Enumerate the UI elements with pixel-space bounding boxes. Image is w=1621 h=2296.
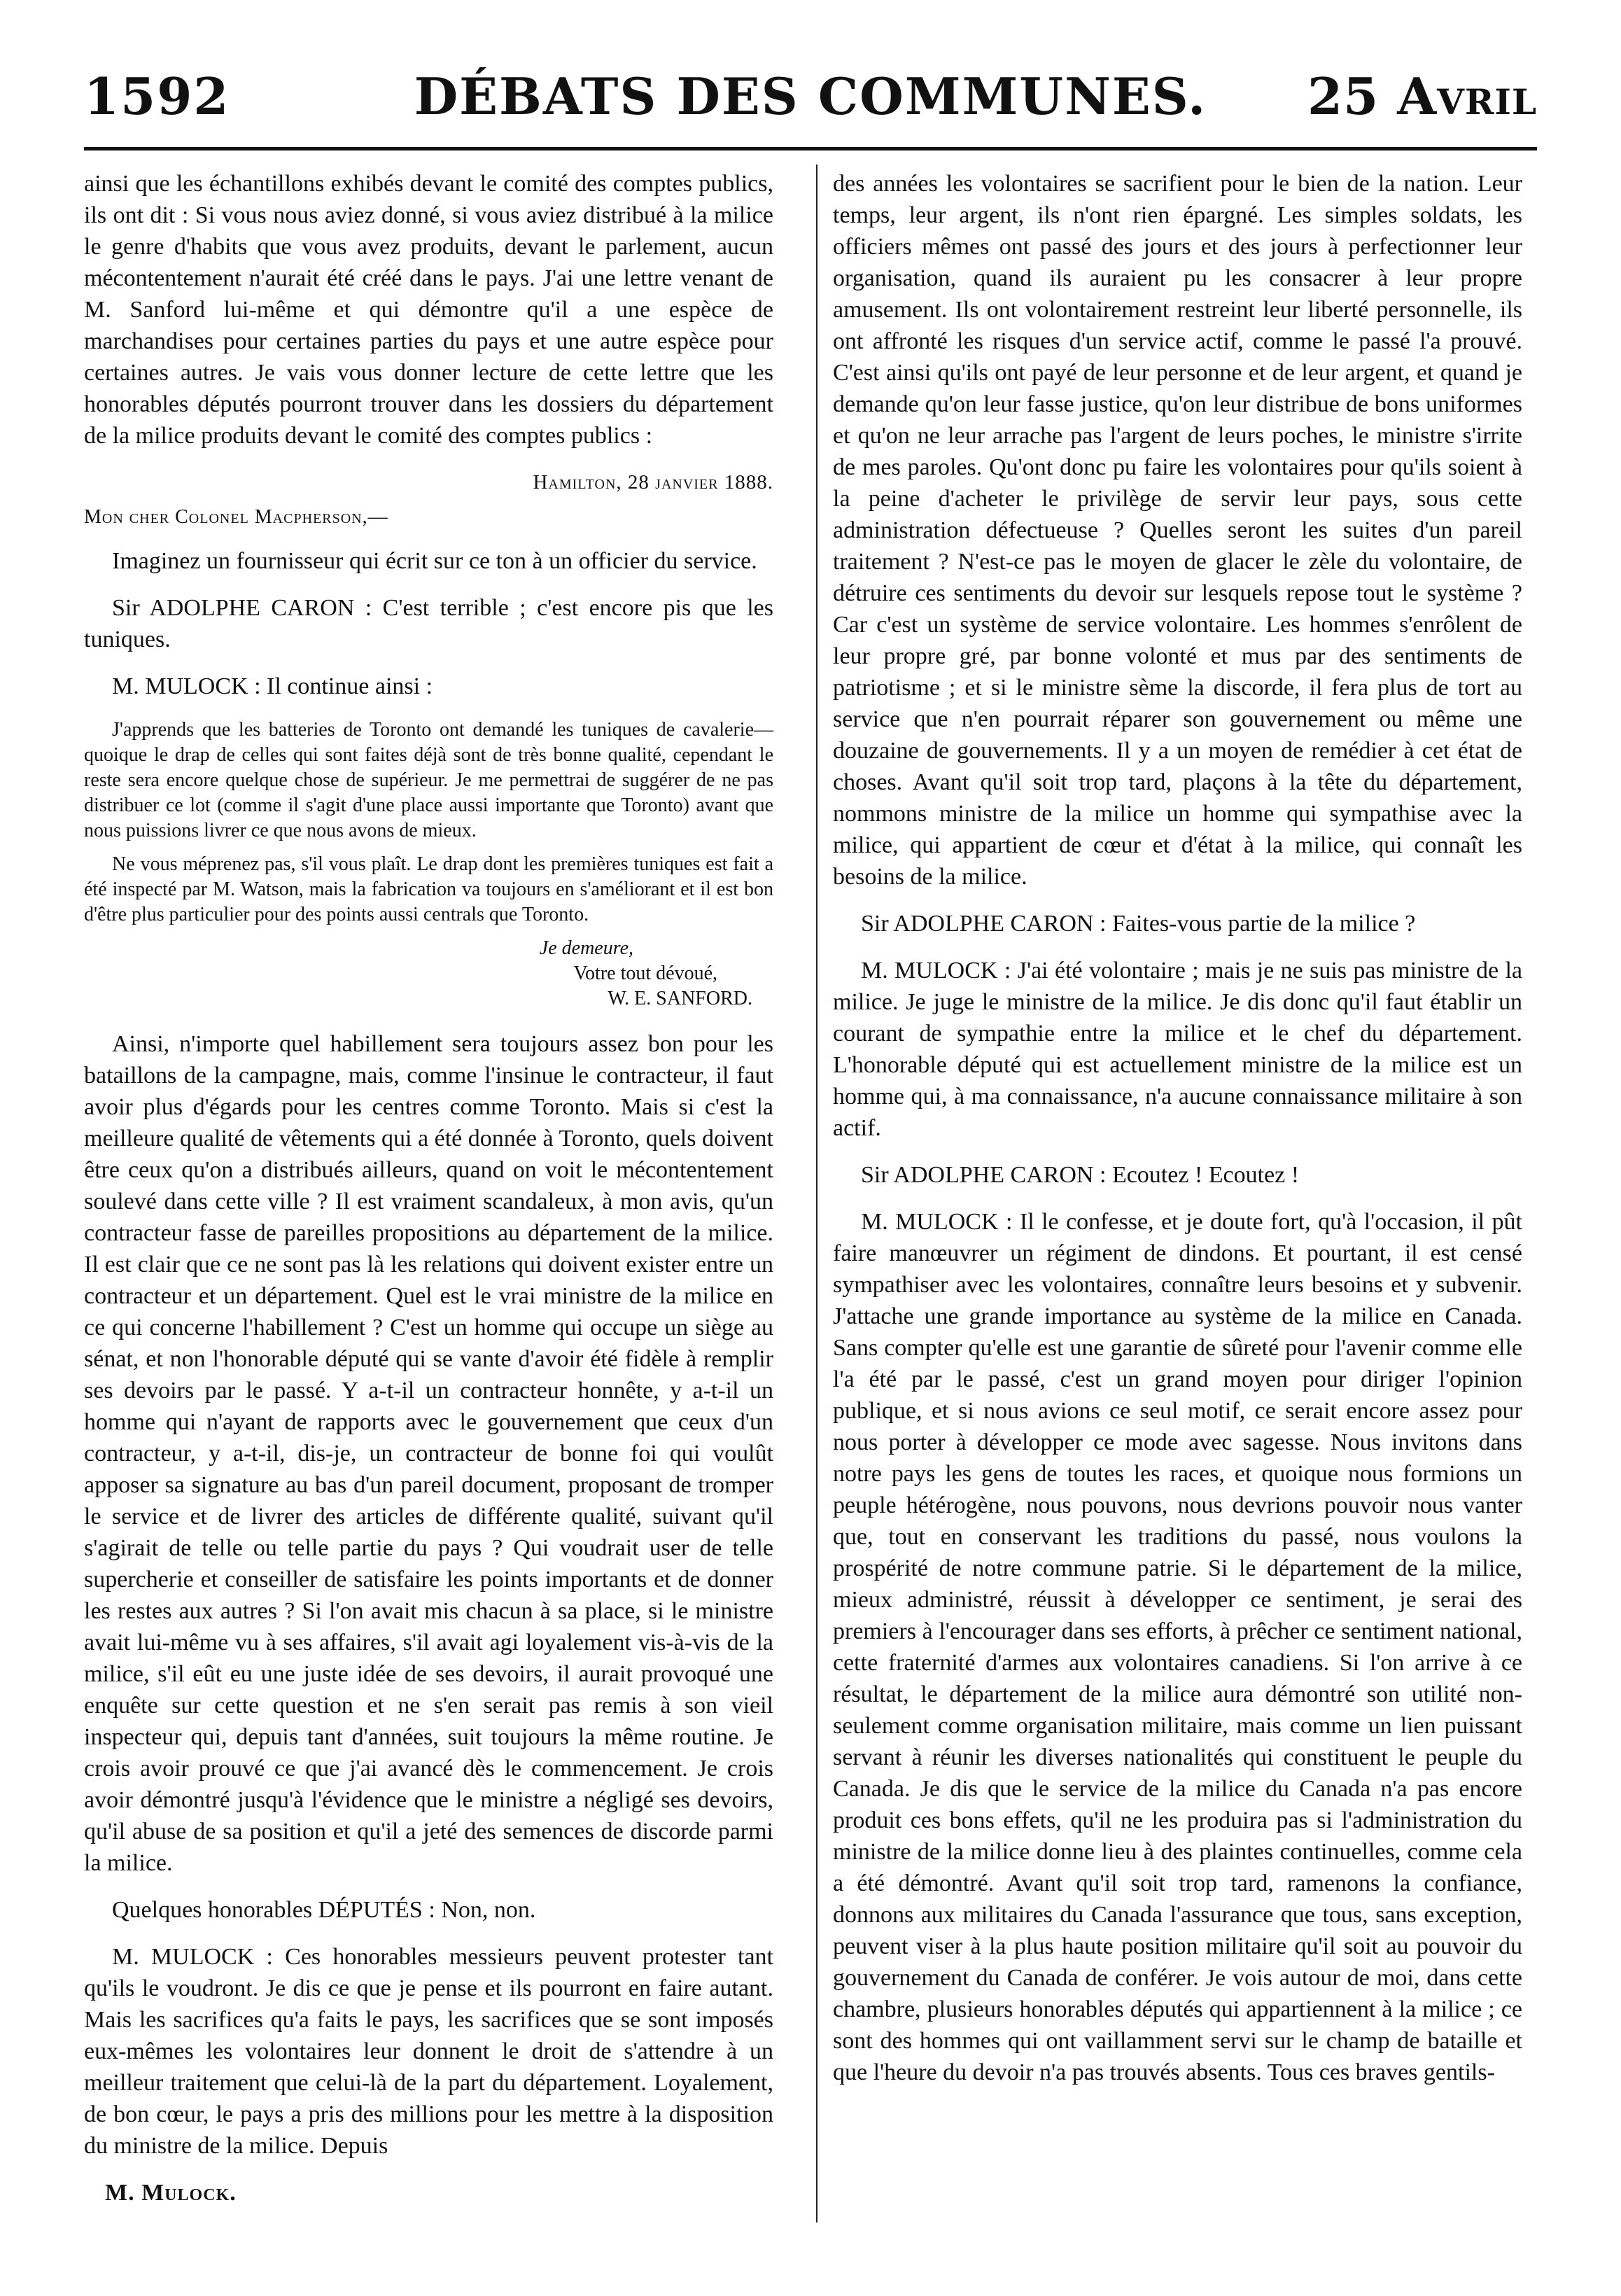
letter-salutation: Mon cher Colonel Macpherson,— — [84, 506, 388, 528]
speech — [84, 671, 773, 702]
speech-text: Ecoutez ! Ecoutez ! — [1111, 1162, 1300, 1188]
letter-signature — [84, 936, 773, 1011]
page-number: 1592 — [84, 66, 230, 126]
speech — [84, 1941, 773, 2162]
signature-closing: Votre tout dévoué, — [573, 962, 717, 984]
speech-text: Ces honorables messieurs peuvent protester tant qu'ils le voudront. Je dis ce que je pense et ils pourront en faire autant. Mais les sacrifices qu'a faits le pays, les sacrifices que se sont imposés eux-mêmes les volontaires leur donnent le droit de s'attendre à un meilleur traitement que celui-là de la part du département. Loyalement, de bon cœur, le pays a pris des millions pour les mettre à la disposition du ministre de la milice. Depuis — [84, 1944, 773, 2159]
speech-text: J'ai été volontaire ; mais je ne suis pas ministre de la milice. Je juge le ministre de la milice. Je dis donc qu'il faut établir un courant de sympathie entre la milice et le chef du département. L'honorable député qui est actuellement ministre de la milice est un homme qui, à ma connaissance, n'a aucune connaissance militaire à son actif. — [833, 958, 1522, 1141]
letter-paragraph: Ne vous méprenez pas, s'il vous plaît. Le drap dont les premières tuniques est fait a été inspecté par M. Watson, mais la fabrication va toujours en s'améliorant et il est bon d'être plus particulier pour des points aussi centrals que Toronto. — [84, 853, 773, 925]
header-rule — [84, 147, 1537, 150]
signature-closing: Je demeure, — [539, 937, 633, 959]
paragraph: ainsi que les échantillons exhibés devant le comité des comptes publics, ils ont dit : Si vous nous aviez donné, si vous aviez distribué à la milice le genre d'habits que vous avez produits, devant le parlement, aucun mécontentement n'aurait été créé dans le pays. J'ai une lettre venant de M. Sanford lui-même et qui démontre qu'il a une espèce de marchandises pour certaines parties du pays et une autre espèce pour certaines autres. Je vais vous donner lecture de cette lettre que les honorables députés pourront trouver dans les dossiers du département de la milice produits devant le comité des comptes publics : — [84, 171, 773, 449]
speaker-name: M. MULOCK : — [861, 1209, 1013, 1235]
speaker-name: M. MULOCK : — [112, 673, 261, 699]
page-date: 25 Avril — [1307, 66, 1537, 126]
page-title: DÉBATS DES COMMUNES. — [414, 66, 1207, 126]
speech-text: Faites-vous partie de la milice ? — [1111, 911, 1416, 937]
speech — [833, 1206, 1522, 2088]
paragraph: des années les volontaires se sacrifient pour le bien de la nation. Leur temps, leur argent, ils n'ont rien épargné. Les simples soldats, les officiers mêmes ont passé des jours et des jours à perfectionner leur organisation, quand ils auraient pu les consacrer à leur propre amusement. Ils ont volontairement restreint leur liberté personnelle, ils ont affronté les risques d'un service actif, comme le passé l'a prouvé. C'est ainsi qu'ils ont payé de leur personne et de leur argent, et quand je demande qu'on leur fasse justice, qu'on leur distribue de bons uniformes et qu'on ne leur arrache pas l'argent de leurs poches, le ministre s'irrite de mes paroles. Qu'ont donc pu faire les volontaires pour qu'ils soient à la peine d'acheter le privilège de servir leur pays, sous cette administration défectueuse ? Quelles seront les suites d'un pareil traitement ? N'est-ce pas le moyen de glacer le zèle du volontaire, de détruire ces sentiments du devoir sur lesquels repose tout le système ? Car c'est un système de service volontaire. Les hommes s'enrôlent de leur propre gré, par bonne volonté et mus par des sentiments de patriotisme ; et si le ministre sème la discorde, il fera plus de tort au service que n'en pourrait réparer son gouvernement ou même une douzaine de gouvernements. Il y a un moyen de remédier à cet état de choses. Avant qu'il soit trop tard, plaçons à la tête du département, nommons ministre de la milice un homme qui sympathise avec la milice, qui appartient de cœur et d'état à la milice, qui connaît les besoins de la milice. — [833, 171, 1522, 890]
speaker-name: Sir ADOLPHE CARON : — [861, 1162, 1107, 1188]
speaker-name: M. MULOCK : — [112, 1944, 273, 1970]
letter-dateline: Hamilton, 28 janvier 1888. — [533, 471, 773, 493]
speech — [84, 592, 773, 655]
speech-text: Non, non. — [441, 1897, 536, 1923]
column-divider — [816, 164, 817, 2222]
signature-name: W. E. SANFORD. — [608, 988, 752, 1009]
speech-text: Il le confesse, et je doute fort, qu'à l'occasion, il pût faire manœuvrer un régiment de dindons. Et pourtant, il est censé sympathiser avec les volontaires, connaître leurs besoins et y subvenir. J'attache une grande importance au système de la milice en Canada. Sans compter qu'elle est une garantie de sûreté pour l'avenir comme elle l'a été par le passé, c'est un grand moyen pour diriger l'opinion publique, et si nous avions ce seul motif, ce serait encore assez pour nous porter à développer ce mode avec sagesse. Nous invitons dans notre pays les gens de toutes les races, et quoique nous formions un peuple hétérogène, nous pouvons, nous devrions pouvoir nous vanter que, tout en conservant les traditions du passé, nous voulons la prospérité de notre commune patrie. Si le département de la milice, mieux administré, réussit à développer ce sentiment, je serai des premiers à l'encourager dans ses efforts, à prêcher ce sentiment national, cette fraternité d'armes aux volontaires canadiens. Si l'on arrive à ce résultat, le département de la milice aura démontré son utilité non-seulement comme organisation militaire, mais comme un lien puissant servant à réunir les diverses nationalités qui constituent le peuple du Canada. Je dis que le service de la milice du Canada n'a pas encore produit ces bons effets, qu'il ne les produira pas si l'administration du ministre de la milice donne lieu à des plaintes continuelles, comme cela a été démontré. Avant qu'il soit trop tard, ramenons la confiance, donnons aux militaires du Canada l'assurance que tous, sans exception, peuvent viser à la plus haute position militaire qu'il soit au pouvoir du gouvernement du Canada de conférer. Je vois autour de moi, dans cette chambre, plusieurs honorables députés qui appartiennent à la milice ; ce sont des hommes qui ont vaillamment servi sur le champ de bataille et que l'heure du devoir n'a pas trouvés absents. Tous ces braves gentils- — [833, 1209, 1522, 2085]
speech — [84, 1894, 773, 1926]
right-column — [833, 168, 1522, 2104]
speech — [833, 908, 1522, 939]
page-header — [84, 66, 1537, 144]
letter-paragraph: J'apprends que les batteries de Toronto ont demandé les tuniques de cavalerie—quoique le drap de celles qui sont faites déjà sont de très bonne qualité, cependant le reste sera encore quelque chose de supérieur. Je me permettrai de suggérer de ne pas distribuer ce lot (comme il s'agit d'une place aussi importante que Toronto) avant que nous puissions livrer ce que nous avons de mieux. — [84, 719, 773, 841]
left-column — [84, 168, 773, 2224]
speaker-name: M. MULOCK : — [861, 958, 1011, 983]
speaker-name: Sir ADOLPHE CARON : — [861, 911, 1107, 937]
speaker-name: Sir ADOLPHE CARON : — [112, 595, 372, 621]
speech-text: Il continue ainsi : — [267, 673, 433, 699]
paragraph: Ainsi, n'importe quel habillement sera toujours assez bon pour les bataillons de la campagne, mais, comme l'insinue le contracteur, il faut avoir plus d'égards pour les centres comme Toronto. Mais si c'est la meilleure qualité de vêtements qui a été donnée à Toronto, quels doivent être ceux qu'on a distribués ailleurs, quand on voit le mécontentement soulevé dans cette ville ? Il est vraiment scandaleux, à mon avis, qu'un contracteur fasse de pareilles propositions au département de la milice. Il est clair que ce ne sont pas là les relations qui doivent exister entre un contracteur et un département. Quel est le vrai ministre de la milice en ce qui concerne l'habillement ? C'est un homme qui occupe un siège au sénat, et non l'honorable député qui se vante d'avoir été fidèle à remplir ses devoirs par le passé. Y a-t-il un contracteur honnête, y a-t-il un homme qui n'ayant de rapports avec le gouvernement que ceux d'un contracteur, y a-t-il, dis-je, un contracteur de bonne foi qui voulût apposer sa signature au bas d'un pareil document, proposant de tromper le service et de livrer des articles de différente qualité, suivant qu'il s'agirait de telle ou telle partie du pays ? Qui voudrait user de telle supercherie et conseiller de satisfaire les points importants et de donner les restes aux autres ? Si l'on avait mis chacun à sa place, si le ministre avait lui-même vu à ses affaires, s'il avait agi loyalement vis-à-vis de la milice, s'il eût eu une juste idée de ses devoirs, il aurait provoqué une enquête sur cette question et ne s'en serait pas remis à son vieil inspecteur qui, depuis tant d'années, suit toujours la même routine. Je crois avoir prouvé ce que j'ai avancé dès le commencement. Je crois avoir démontré jusqu'à l'évidence que le ministre a négligé ses devoirs, qu'il abuse de sa position et qu'il a jeté des semences de discorde parmi la milice. — [84, 1031, 773, 1876]
paragraph: Imaginez un fournisseur qui écrit sur ce ton à un officier du service. — [112, 548, 757, 574]
speech-text: C'est terrible ; c'est encore pis que les tuniques. — [84, 595, 773, 652]
speech — [833, 1159, 1522, 1191]
speaker-name: Quelques honorables DÉPUTÉS : — [112, 1897, 435, 1923]
speech — [833, 955, 1522, 1144]
page-footer-name: M. Mulock. — [105, 2180, 237, 2206]
